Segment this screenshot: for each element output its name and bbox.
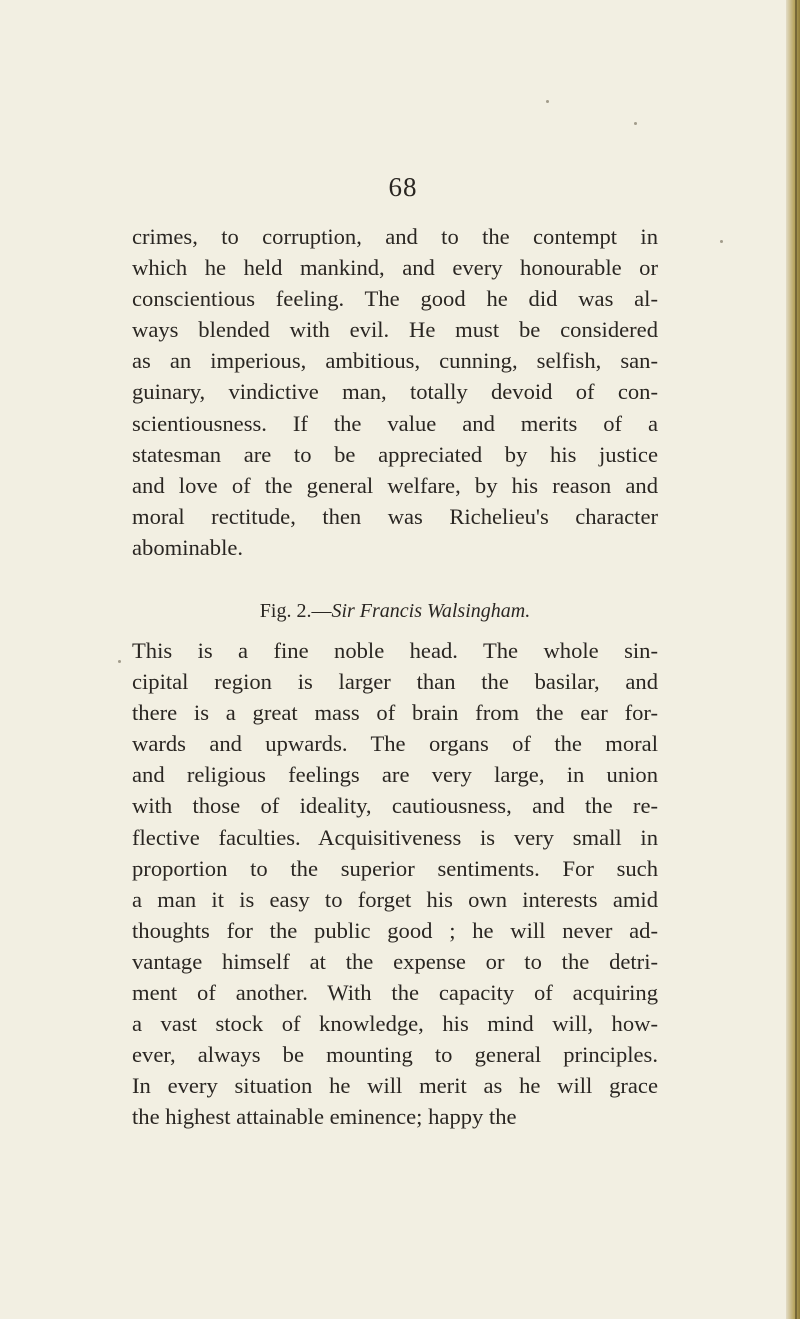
text-line: a man it is easy to forget his own interests amid: [132, 886, 658, 912]
paragraph-1: [132, 221, 658, 563]
text-line: and love of the general welfare, by his reason and: [132, 472, 658, 498]
text-line: the highest attainable eminence; happy the: [132, 1104, 517, 1130]
text-line: which he held mankind, and every honourable or: [132, 255, 658, 281]
text-line: moral rectitude, then was Richelieu's character: [132, 503, 658, 529]
text-line: there is a great mass of brain from the ear for-: [132, 700, 658, 726]
text-line: flective faculties. Acquisitiveness is very small in: [132, 824, 658, 850]
text-line: In every situation he will merit as he will grace: [132, 1073, 658, 1099]
text-line: ment of another. With the capacity of acquiring: [132, 980, 658, 1006]
text-line: scientiousness. If the value and merits of a: [132, 410, 658, 436]
text-line: with those of ideality, cautiousness, and the re-: [132, 793, 658, 819]
paper-speck: [720, 240, 723, 243]
paragraph-2: [132, 635, 658, 1133]
page-edge-shadow: [795, 0, 797, 1319]
text-line: This is a fine noble head. The whole sin-: [132, 638, 658, 663]
text-line: crimes, to corruption, and to the contempt in: [132, 224, 658, 249]
text-line: wards and upwards. The organs of the moral: [132, 731, 658, 757]
paper-speck: [634, 122, 637, 125]
text-line: guinary, vindictive man, totally devoid of con-: [132, 379, 658, 405]
text-line: and religious feelings are very large, in union: [132, 762, 658, 788]
paper-speck: [546, 100, 549, 103]
text-line: proportion to the superior sentiments. For such: [132, 855, 658, 881]
text-line: a vast stock of knowledge, his mind will, how-: [132, 1011, 658, 1037]
text-line: conscientious feeling. The good he did was al-: [132, 286, 658, 312]
figure-label: Fig. 2.—: [259, 600, 332, 622]
text-line: statesman are to be appreciated by his justice: [132, 441, 658, 467]
text-line: cipital region is larger than the basilar, and: [132, 669, 658, 695]
page-edge: [786, 0, 800, 1319]
paper-speck: [118, 660, 121, 663]
text-line: ways blended with evil. He must be considered: [132, 317, 658, 343]
figure-name: Sir Francis Walsingham.: [331, 600, 531, 622]
text-line: vantage himself at the expense or to the detri-: [132, 948, 658, 974]
text-line: ever, always be mounting to general principles.: [132, 1042, 658, 1068]
text-line: as an imperious, ambitious, cunning, selfish, san-: [132, 348, 658, 374]
text-line: thoughts for the public good ; he will never ad-: [132, 917, 658, 943]
text-line: abominable.: [132, 534, 244, 560]
page-number: 68: [388, 172, 418, 202]
figure-caption: [132, 599, 658, 623]
